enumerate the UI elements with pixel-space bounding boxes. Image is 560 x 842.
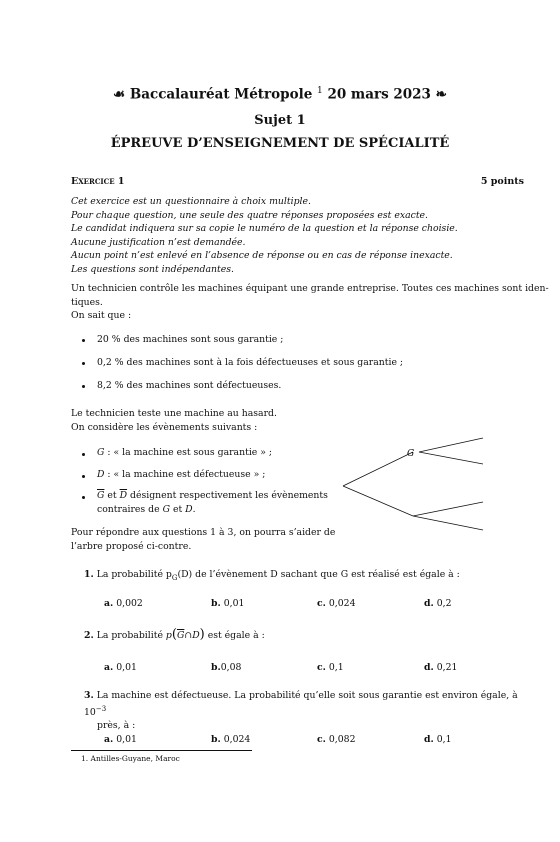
question-line2: près, à : [97, 720, 136, 732]
tree-help [71, 526, 335, 553]
test-paragraph [71, 407, 277, 434]
event-g-letter: G [97, 447, 105, 458]
title-main: Baccalauréat Métropole [129, 86, 313, 103]
test-line: Le technicien teste une machine au hasard. [71, 408, 277, 419]
event-d-text: : « la machine est défectueuse » ; [104, 469, 266, 480]
question-2: 2. La probabilité $p(\overline{G}\cap D)$ est égale à : [84, 627, 265, 642]
test-line: On considère les évènements suivants : [71, 421, 258, 433]
event-complements [97, 489, 328, 516]
question-text2: est égale à : [204, 630, 265, 641]
expr-g: $\overline{G}$ [176, 630, 185, 641]
expr-cap: ∩ [184, 630, 193, 641]
fact-item: 20 % des machines sont sous garantie ; [97, 334, 284, 345]
instruction-line: Aucune justification n’est demandée. [71, 236, 246, 248]
tree-branch [343, 452, 413, 486]
subject-title: Sujet 1 [254, 113, 306, 128]
bullet-dot [82, 385, 85, 388]
on-sait: On sait que : [71, 310, 132, 321]
question-number: 2. [84, 630, 94, 641]
event-comp-text2: contraires de [97, 503, 163, 515]
event-dbar-letter: $\overline{D}$ [119, 490, 128, 501]
ornament-right-icon: ❧ [435, 86, 447, 103]
event-comp-end: . [192, 503, 196, 515]
question-text: La probabilité p [96, 569, 172, 580]
answer-2c[interactable]: c. 0,1 [317, 662, 344, 673]
footnote-text: Antilles-Guyane, Maroc [90, 754, 180, 763]
footnote-rule [71, 750, 252, 751]
bullet-dot [82, 362, 85, 365]
exercise-label: Exercice 1 [71, 176, 125, 187]
event-comp-text: désignent respectivement les évènements [127, 490, 328, 501]
question-number: 1. [84, 569, 94, 580]
probability-tree [335, 430, 490, 535]
event-g [97, 446, 272, 460]
footnote [81, 754, 180, 763]
bullet-dot [82, 496, 85, 499]
expr-p: p [165, 630, 172, 641]
tree-help-line: Pour répondre aux questions 1 à 3, on pourra s’aider de [71, 527, 336, 538]
event-et: et [104, 490, 120, 501]
event-gbar-letter: $\overline{G}$ [97, 490, 105, 501]
exercise-points: 5 points [480, 176, 524, 187]
question-sub: G [171, 573, 178, 582]
bullet-dot [82, 475, 85, 478]
expr-d: D [192, 630, 200, 641]
question-3 [84, 689, 524, 733]
instruction-line: Aucun point n’est enlevé en l’absence de réponse ou en cas de réponse inexacte. [71, 250, 453, 261]
answer-1d[interactable]: d. 0,2 [424, 598, 452, 609]
event-comp-g: G [162, 503, 171, 515]
event-d-letter: D [97, 469, 105, 480]
tree-branch [413, 516, 483, 530]
answer-3a[interactable]: a. 0,01 [104, 734, 137, 745]
tree-node-label: G [407, 449, 415, 459]
tree-branch [419, 438, 483, 452]
instruction-line: Pour chaque question, une seule des quatre réponses proposées est exacte. [71, 209, 429, 221]
answer-2b[interactable]: b.0,08 [211, 662, 242, 673]
context-line: Un technicien contrôle les machines équipant une grande entreprise. Toutes ces machines sont iden- [71, 283, 549, 294]
fact-item: 0,2 % des machines sont à la fois défectueuses et sous garantie ; [97, 357, 404, 368]
instructions [71, 195, 458, 276]
context-paragraph [71, 282, 549, 323]
tree-branch [419, 452, 483, 464]
answer-3c[interactable]: c. 0,082 [317, 734, 356, 745]
question-1 [84, 568, 460, 585]
title-footnote-mark: 1 [317, 86, 323, 96]
event-comp-d: D [185, 503, 193, 515]
answer-3d[interactable]: d. 0,1 [424, 734, 452, 745]
bullet-dot [82, 453, 85, 456]
answer-1a[interactable]: a. 0,002 [104, 598, 143, 609]
instruction-line: Cet exercice est un questionnaire à choix multiple. [71, 196, 311, 207]
ornament-left-icon: ☙ [113, 86, 126, 103]
answer-3b[interactable]: b. 0,024 [211, 734, 251, 745]
question-text: La machine est défectueuse. La probabilité qu’elle soit sous garantie est environ égale, à 10 [84, 690, 518, 718]
page-title [0, 86, 560, 103]
instruction-line: Les questions sont indépendantes. [71, 263, 234, 275]
event-comp-et: et [170, 503, 186, 515]
question-text2: (D) de l’évènement D sachant que G est réalisé est égale à : [177, 569, 460, 580]
tree-help-line: l’arbre proposé ci-contre. [71, 540, 192, 552]
question-text: La probabilité [96, 630, 166, 641]
bullet-dot [82, 339, 85, 342]
instruction-line: Le candidat indiquera sur sa copie le numéro de la question et la réponse choisie. [71, 223, 458, 234]
answer-1c[interactable]: c. 0,024 [317, 598, 356, 609]
event-d [97, 468, 265, 482]
tree-branch [413, 502, 483, 516]
context-line: tiques. [71, 296, 103, 308]
answer-2a[interactable]: a. 0,01 [104, 662, 137, 673]
question-number: 3. [84, 690, 94, 701]
title-date: 20 mars 2023 [327, 86, 431, 103]
footnote-mark: 1. [81, 754, 89, 763]
question-exp: −3 [95, 704, 107, 713]
tree-branch [343, 486, 413, 516]
fact-item: 8,2 % des machines sont défectueuses. [97, 380, 282, 391]
epreuve-title: ÉPREUVE D’ENSEIGNEMENT DE SPÉCIALITÉ [110, 136, 450, 151]
answer-1b[interactable]: b. 0,01 [211, 598, 245, 609]
answer-2d[interactable]: d. 0,21 [424, 662, 458, 673]
event-g-text: : « la machine est sous garantie » ; [104, 447, 273, 458]
